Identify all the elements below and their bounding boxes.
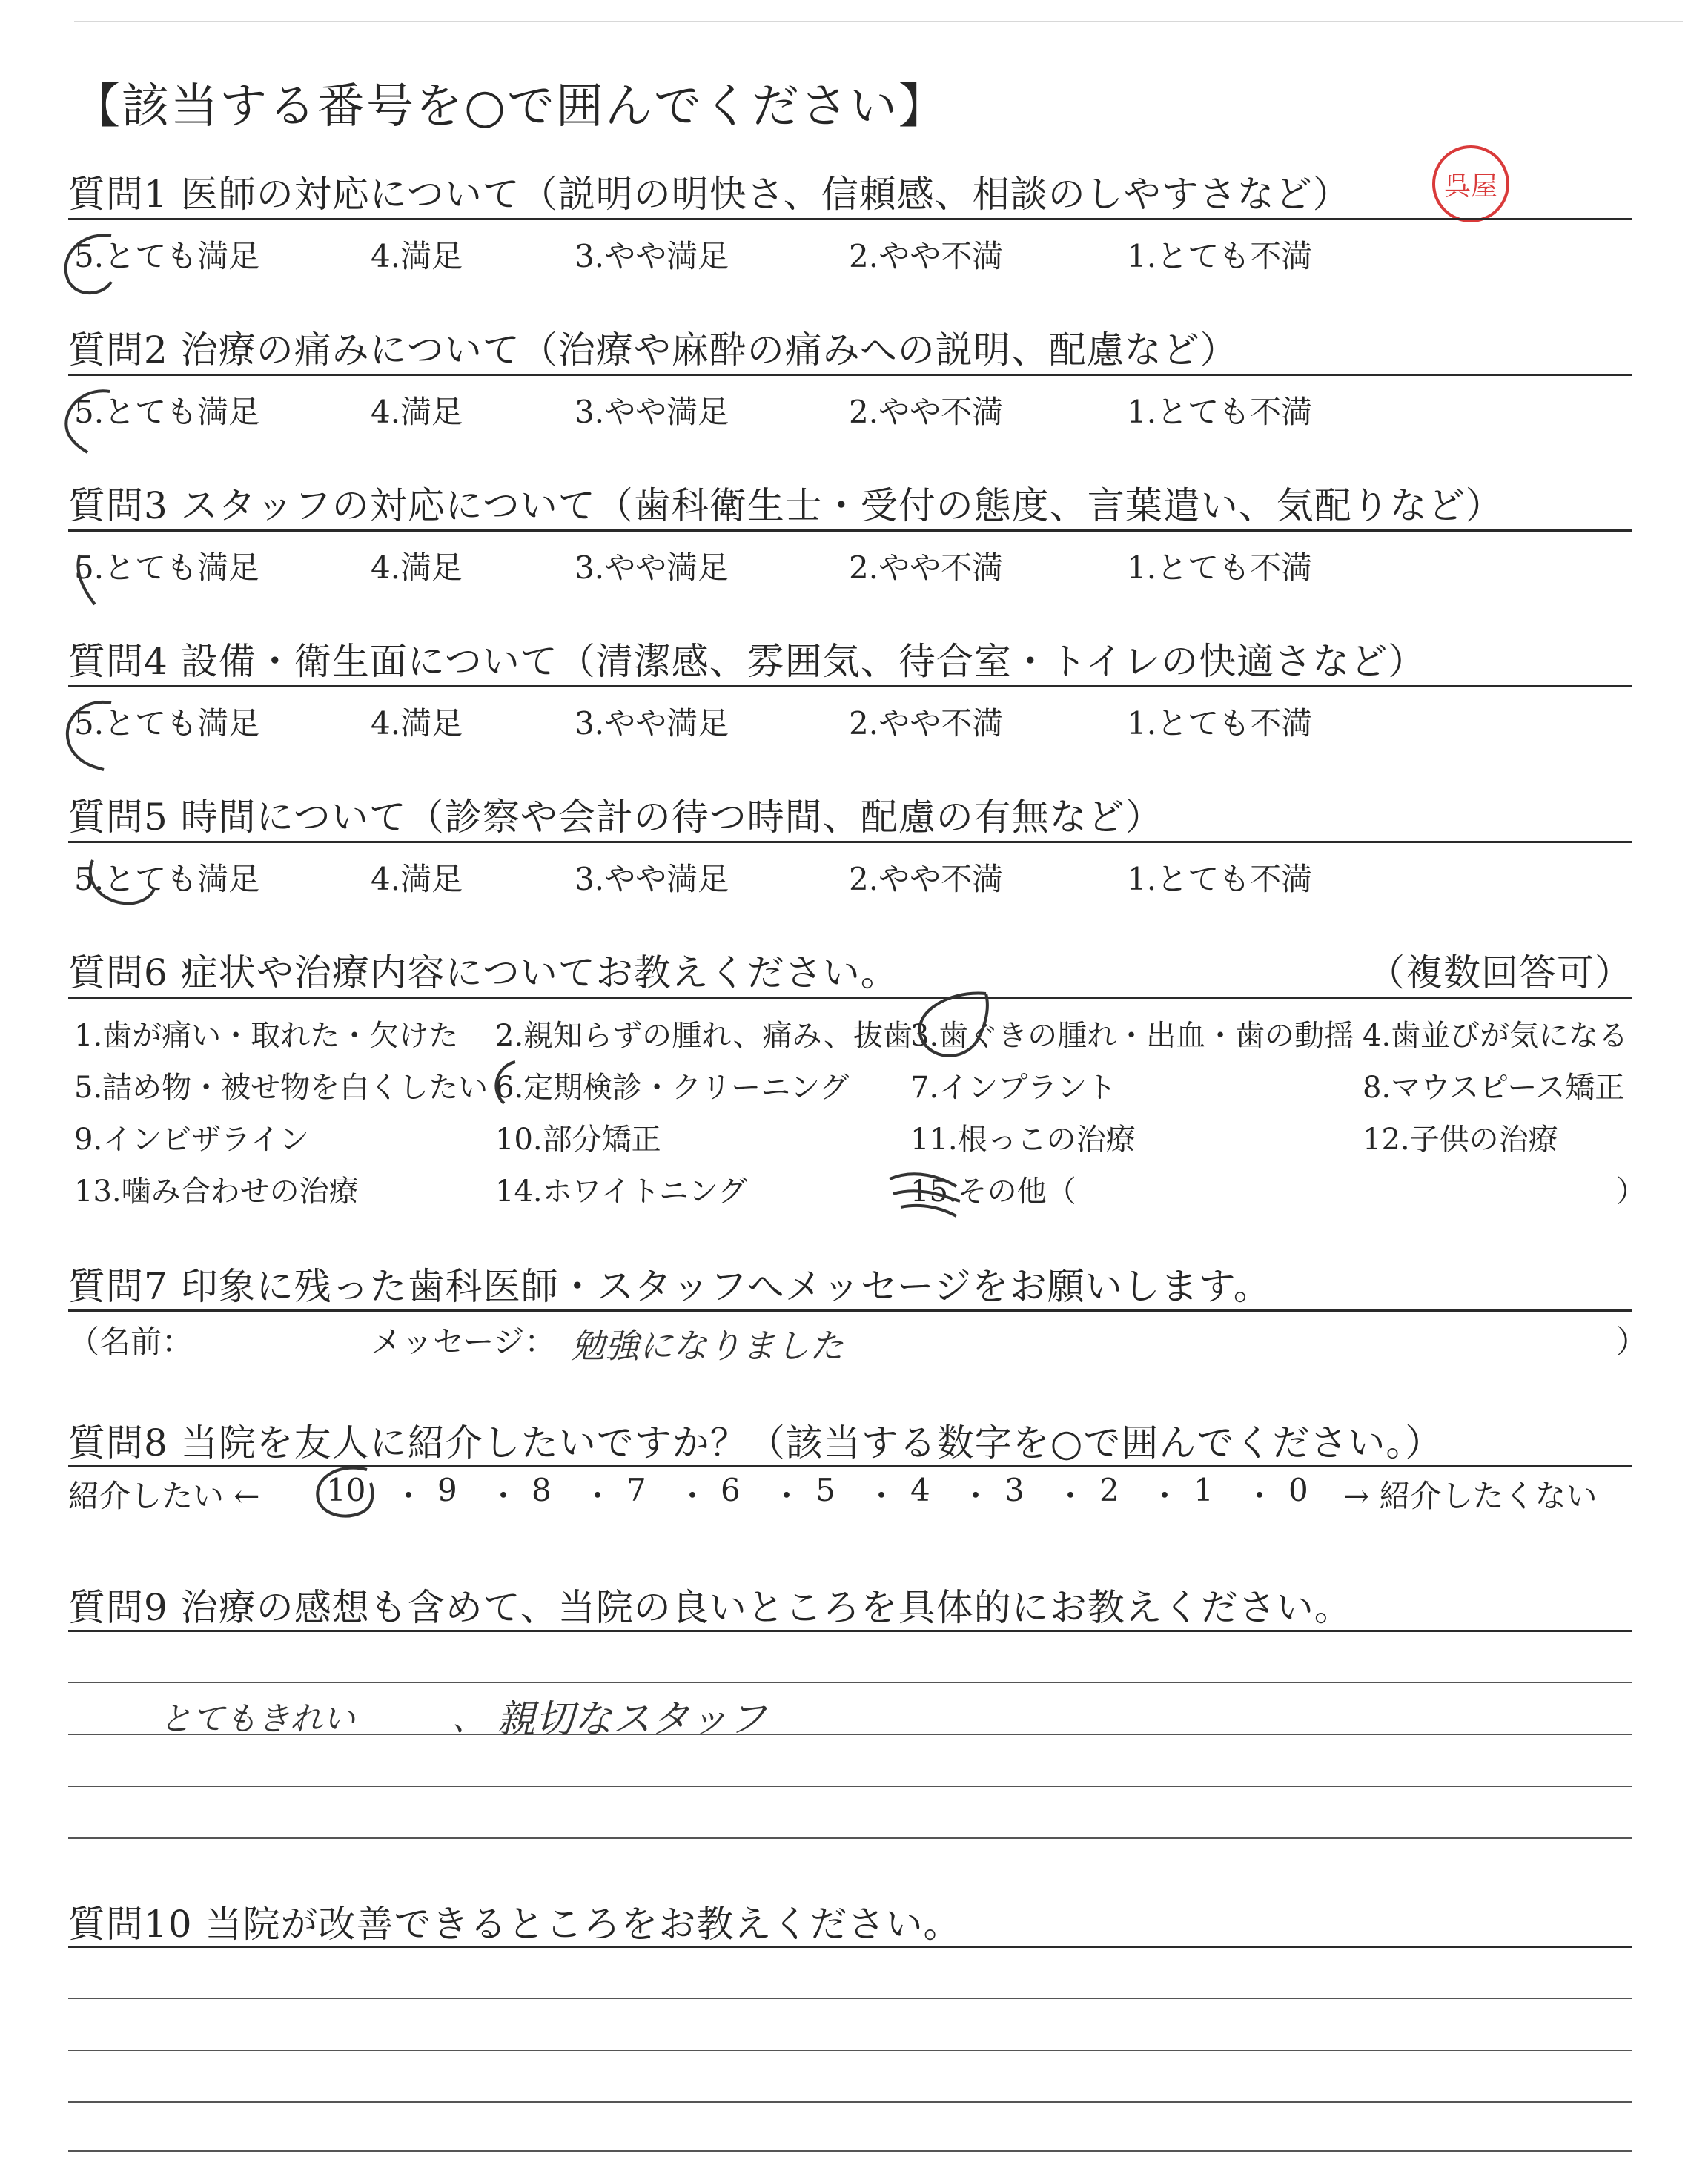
message-label: メッセージ：	[371, 1324, 556, 1360]
rating-option-2[interactable]: 2.やや不満	[849, 394, 1004, 430]
symptom-option-6[interactable]: 6.定期検診・クリーニング	[495, 1071, 850, 1105]
scale-option-1[interactable]: 1	[1194, 1472, 1214, 1508]
scale-option-4[interactable]: 4	[910, 1472, 930, 1508]
scale-dot: ・	[1055, 1478, 1087, 1514]
answer-line	[68, 2150, 1632, 2152]
rating-option-3[interactable]: 3.やや満足	[575, 705, 729, 742]
rating-option-5[interactable]: 5.とても満足	[74, 238, 260, 274]
symptom-option-3[interactable]: 3.歯ぐきの腫れ・出血・歯の動揺	[910, 1019, 1354, 1053]
question-rule	[68, 1309, 1632, 1312]
rating-option-1[interactable]: 1.とても不満	[1127, 705, 1313, 742]
rating-option-1[interactable]: 1.とても不満	[1127, 549, 1313, 586]
scale-dot: ・	[677, 1478, 709, 1514]
question-title: 質問10 当院が改善できるところをお教えください。	[68, 1903, 961, 1946]
scale-option-9[interactable]: 9	[437, 1472, 457, 1508]
question-title: 質問1 医師の対応について（説明の明快さ、信頼感、相談のしやすさなど）	[68, 173, 1351, 216]
answer-line	[68, 1786, 1632, 1787]
question-rule	[68, 1946, 1632, 1948]
scale-option-10[interactable]: 10	[326, 1472, 366, 1508]
handwritten-answer-2[interactable]: 親切なスタッフ	[497, 1697, 767, 1742]
symptom-option-8[interactable]: 8.マウスピース矯正	[1363, 1071, 1625, 1105]
question-title: 質問7 印象に残った歯科医師・スタッフへメッセージをお願いします。	[68, 1265, 1271, 1308]
symptom-option-4[interactable]: 4.歯並びが気になる	[1363, 1019, 1629, 1053]
rating-option-5[interactable]: 5.とても満足	[74, 861, 260, 897]
instruction-heading: 【該当する番号を○で囲んでください】	[73, 79, 947, 134]
symptom-option-10[interactable]: 10.部分矯正	[495, 1123, 661, 1157]
question-rule	[68, 841, 1632, 843]
symptom-option-5[interactable]: 5.詰め物・被せ物を白くしたい	[74, 1071, 489, 1105]
rating-option-4[interactable]: 4.満足	[371, 394, 463, 430]
message-close-paren: ）	[1616, 1324, 1648, 1360]
symptom-option-13[interactable]: 13.噛み合わせの治療	[74, 1175, 359, 1209]
answer-separator: 、	[452, 1700, 485, 1738]
symptom-option-9[interactable]: 9.インビザライン	[74, 1123, 309, 1157]
recommend-left-label: 紹介したい ←	[68, 1478, 260, 1514]
answer-line	[68, 1837, 1632, 1839]
scale-dot: ・	[1149, 1478, 1181, 1514]
rating-option-4[interactable]: 4.満足	[371, 238, 463, 274]
scale-option-8[interactable]: 8	[532, 1472, 552, 1508]
question-title: 質問9 治療の感想も含めて、当院の良いところを具体的にお教えください。	[68, 1586, 1352, 1629]
question-rule	[68, 685, 1632, 687]
scale-option-5[interactable]: 5	[815, 1472, 835, 1508]
scale-option-6[interactable]: 6	[721, 1472, 741, 1508]
rating-option-5[interactable]: 5.とても満足	[74, 549, 260, 586]
question-title: 質問4 設備・衛生面について（清潔感、雰囲気、待合室・トイレの快適さなど）	[68, 640, 1426, 683]
scale-dot: ・	[771, 1478, 803, 1514]
rating-option-5[interactable]: 5.とても満足	[74, 394, 260, 430]
scale-option-3[interactable]: 3	[1004, 1472, 1025, 1508]
question-rule	[68, 1630, 1632, 1632]
rating-option-3[interactable]: 3.やや満足	[575, 394, 729, 430]
rating-option-2[interactable]: 2.やや不満	[849, 549, 1004, 586]
other-close-paren: ）	[1616, 1175, 1646, 1209]
question-rule	[68, 218, 1632, 220]
handwritten-message[interactable]: 勉強になりました	[571, 1326, 844, 1366]
scale-option-7[interactable]: 7	[626, 1472, 646, 1508]
rating-option-3[interactable]: 3.やや満足	[575, 238, 729, 274]
symptom-option-11[interactable]: 11.根っこの治療	[910, 1123, 1136, 1157]
staff-seal-stamp: 呉屋	[1432, 145, 1509, 222]
question-title: 質問3 スタッフの対応について（歯科衛生士・受付の態度、言葉遣い、気配りなど）	[68, 484, 1503, 527]
symptom-option-2[interactable]: 2.親知らずの腫れ、痛み、抜歯	[495, 1019, 913, 1053]
top-divider	[74, 21, 1683, 22]
question-title: 質問8 当院を友人に紹介したいですか？（該当する数字を○で囲んでください。）	[68, 1421, 1443, 1464]
rating-option-1[interactable]: 1.とても不満	[1127, 238, 1313, 274]
question-rule	[68, 529, 1632, 532]
rating-option-3[interactable]: 3.やや満足	[575, 549, 729, 586]
answer-line	[68, 2050, 1632, 2051]
question-rule	[68, 1465, 1632, 1467]
rating-option-4[interactable]: 4.満足	[371, 861, 463, 897]
multiple-answer-note: （複数回答可）	[1368, 951, 1632, 994]
question-rule	[68, 374, 1632, 376]
question-title: 質問2 治療の痛みについて（治療や麻酔の痛みへの説明、配慮など）	[68, 328, 1238, 371]
rating-option-1[interactable]: 1.とても不満	[1127, 394, 1313, 430]
question-rule	[68, 997, 1632, 999]
scale-dot: ・	[488, 1478, 520, 1514]
rating-option-2[interactable]: 2.やや不満	[849, 705, 1004, 742]
rating-option-4[interactable]: 4.満足	[371, 705, 463, 742]
symptom-option-1[interactable]: 1.歯が痛い・取れた・欠けた	[74, 1019, 459, 1053]
scale-dot: ・	[582, 1478, 614, 1514]
handwritten-answer-1[interactable]: とてもきれい	[159, 1700, 355, 1738]
question-title: 質問5 時間について（診察や会計の待つ時間、配慮の有無など）	[68, 796, 1163, 839]
rating-option-3[interactable]: 3.やや満足	[575, 861, 729, 897]
recommend-right-label: → 紹介したくない	[1343, 1478, 1598, 1514]
symptom-option-7[interactable]: 7.インプラント	[910, 1071, 1117, 1105]
scale-option-2[interactable]: 2	[1099, 1472, 1119, 1508]
answer-line	[68, 1682, 1632, 1683]
scale-dot: ・	[960, 1478, 992, 1514]
rating-option-4[interactable]: 4.満足	[371, 549, 463, 586]
scale-dot: ・	[866, 1478, 898, 1514]
rating-option-2[interactable]: 2.やや不満	[849, 861, 1004, 897]
rating-option-2[interactable]: 2.やや不満	[849, 238, 1004, 274]
rating-option-5[interactable]: 5.とても満足	[74, 705, 260, 742]
symptom-option-15[interactable]: 15.その他（	[910, 1175, 1076, 1209]
answer-line	[68, 1998, 1632, 1999]
name-label: （名前：	[68, 1324, 193, 1360]
scale-option-0[interactable]: 0	[1288, 1472, 1308, 1508]
symptom-option-12[interactable]: 12.子供の治療	[1363, 1123, 1558, 1157]
answer-line	[68, 2101, 1632, 2103]
symptom-option-14[interactable]: 14.ホワイトニング	[495, 1175, 748, 1209]
rating-option-1[interactable]: 1.とても不満	[1127, 861, 1313, 897]
scale-dot: ・	[393, 1478, 425, 1514]
question-title: 質問6 症状や治療内容についてお教えください。	[68, 951, 898, 994]
scale-dot: ・	[1244, 1478, 1276, 1514]
